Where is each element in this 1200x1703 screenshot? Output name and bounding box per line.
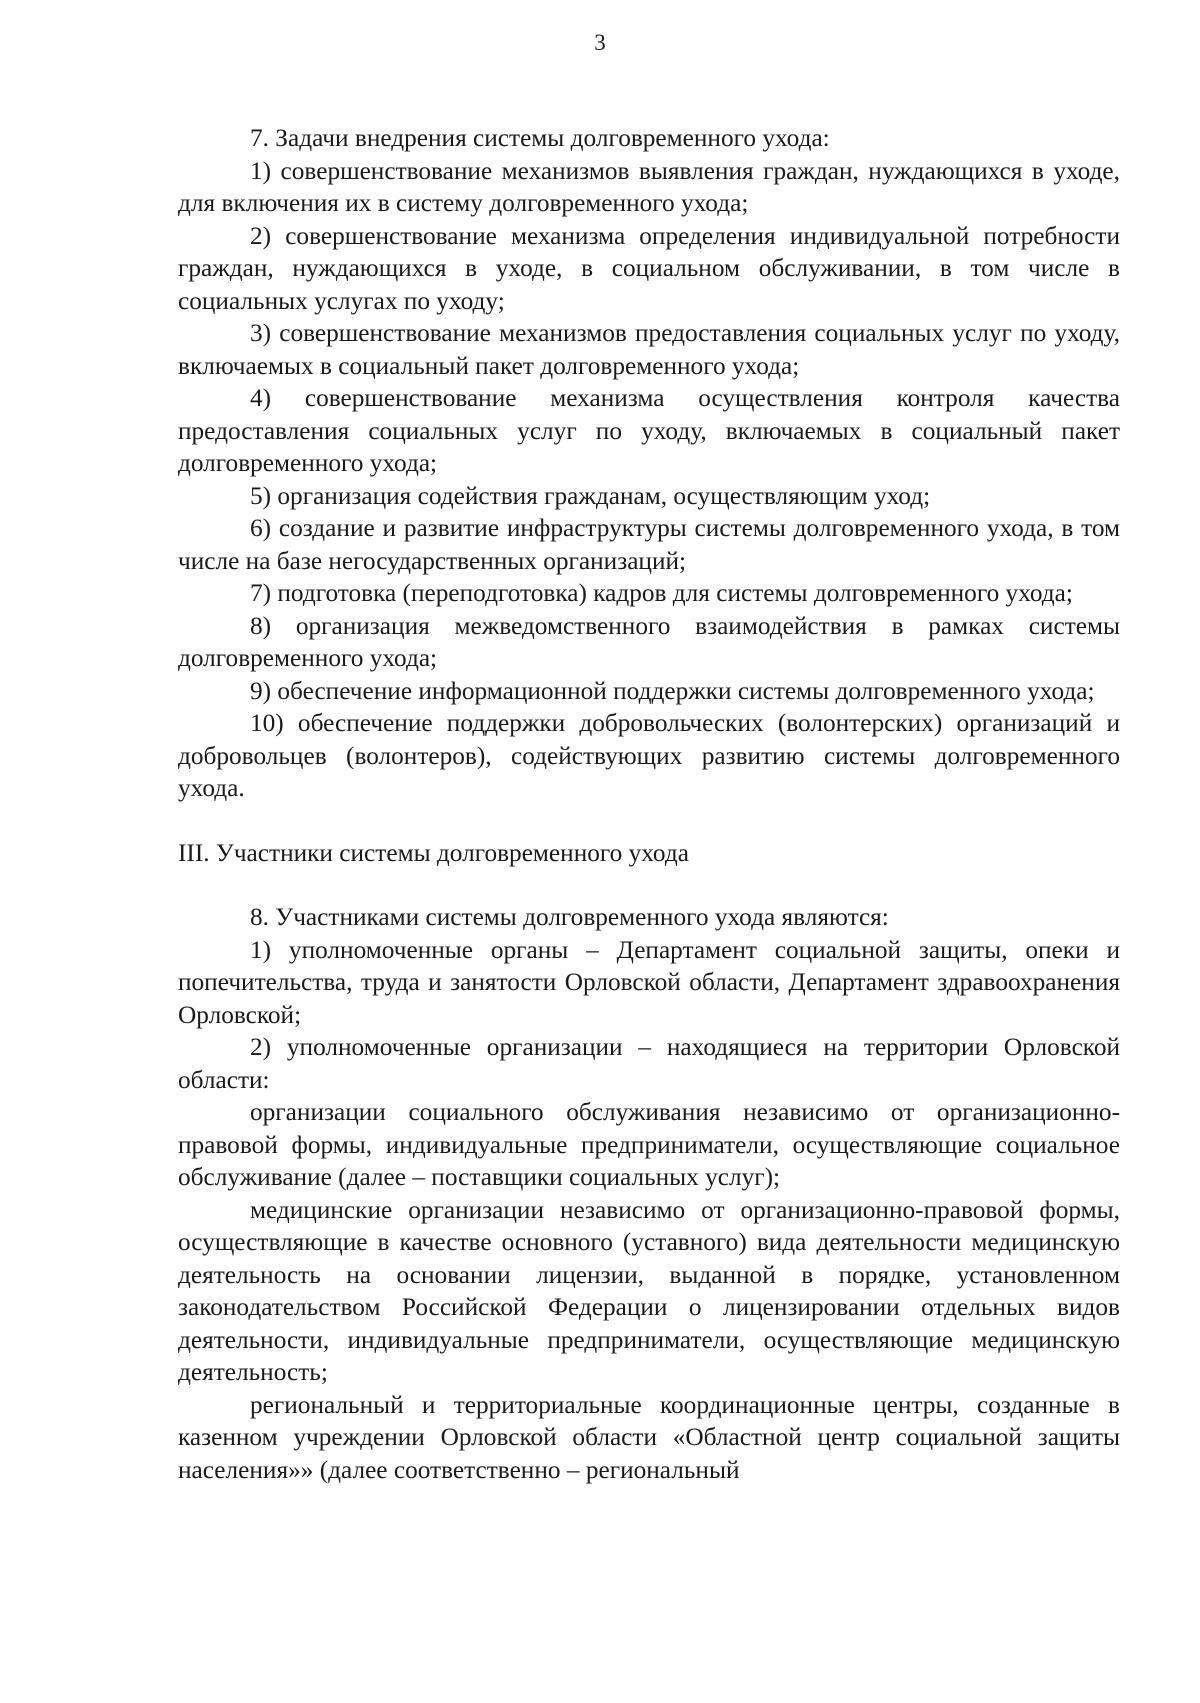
participant-subitem-3: региональный и территориальные координационные центры, созданные в казенном учреждении Орловской области «Областной центр социальной защиты населения»» (далее соответственно – региональный: [178, 1390, 1120, 1484]
participant-subitem-1: организации социального обслуживания независимо от организационно-правовой формы, индивидуальные предприниматели, осуществляющие социальное обслуживание (далее – поставщики социальных услуг);: [178, 1098, 1120, 1191]
participant-subitem-2: медицинские организации независимо от организационно-правовой формы, осуществляющие в качестве основного (уставного) вида деятельности медицинскую деятельность на основании лицензии, выданной в порядке, установленном законодательством Российской Федерации о лицензировании отдельных видов деятельности, индивидуальные предприниматели, осуществляющие медицинскую деятельность;: [178, 1195, 1120, 1386]
task-item-10: 10) обеспечение поддержки добровольческих (волонтерских) организаций и добровольцев (волонтеров), содействующих развитию системы долговременного ухода.: [178, 709, 1120, 802]
page-number: 3: [594, 30, 606, 55]
participants-intro: 8. Участниками системы долговременного ухода являются:: [250, 903, 889, 931]
task-item-5: 5) организация содействия гражданам, осуществляющим уход;: [250, 481, 931, 510]
document-body: [178, 122, 1120, 1486]
task-item-2: 2) совершенствование механизма определения индивидуальной потребности граждан, нуждающихся в уходе, в социальном обслуживании, в том числе в социальных услугах по уходу;: [178, 221, 1120, 315]
task-item-4: 4) совершенствование механизма осуществления контроля качества предоставления социальных услуг по уходу, включаемых в социальный пакет долговременного ухода;: [178, 384, 1120, 477]
tasks-intro: 7. Задачи внедрения системы долговременного ухода:: [250, 124, 830, 152]
task-item-9: 9) обеспечение информационной поддержки системы долговременного ухода;: [250, 676, 1095, 705]
section-heading-participants: III. Участники системы долговременного ухода: [178, 838, 689, 867]
task-item-3: 3) совершенствование механизмов предоставления социальных услуг по уходу, включаемых в социальный пакет долговременного ухода;: [178, 319, 1120, 380]
task-item-6: 6) создание и развитие инфраструктуры системы долговременного ухода, в том числе на базе негосударственных организаций;: [178, 514, 1120, 575]
participant-item-1: 1) уполномоченные органы – Департамент социальной защиты, опеки и попечительства, труда и занятости Орловской области, Департамент здравоохранения Орловской;: [178, 935, 1120, 1029]
participant-item-2: 2) уполномоченные организации – находящиеся на территории Орловской области:: [178, 1033, 1120, 1094]
task-item-1: 1) совершенствование механизмов выявления граждан, нуждающихся в уходе, для включения их в систему долговременного ухода;: [178, 156, 1120, 217]
task-item-7: 7) подготовка (переподготовка) кадров для системы долговременного ухода;: [250, 579, 1073, 607]
task-item-8: 8) организация межведомственного взаимодействия в рамках системы долговременного ухода;: [178, 611, 1120, 672]
